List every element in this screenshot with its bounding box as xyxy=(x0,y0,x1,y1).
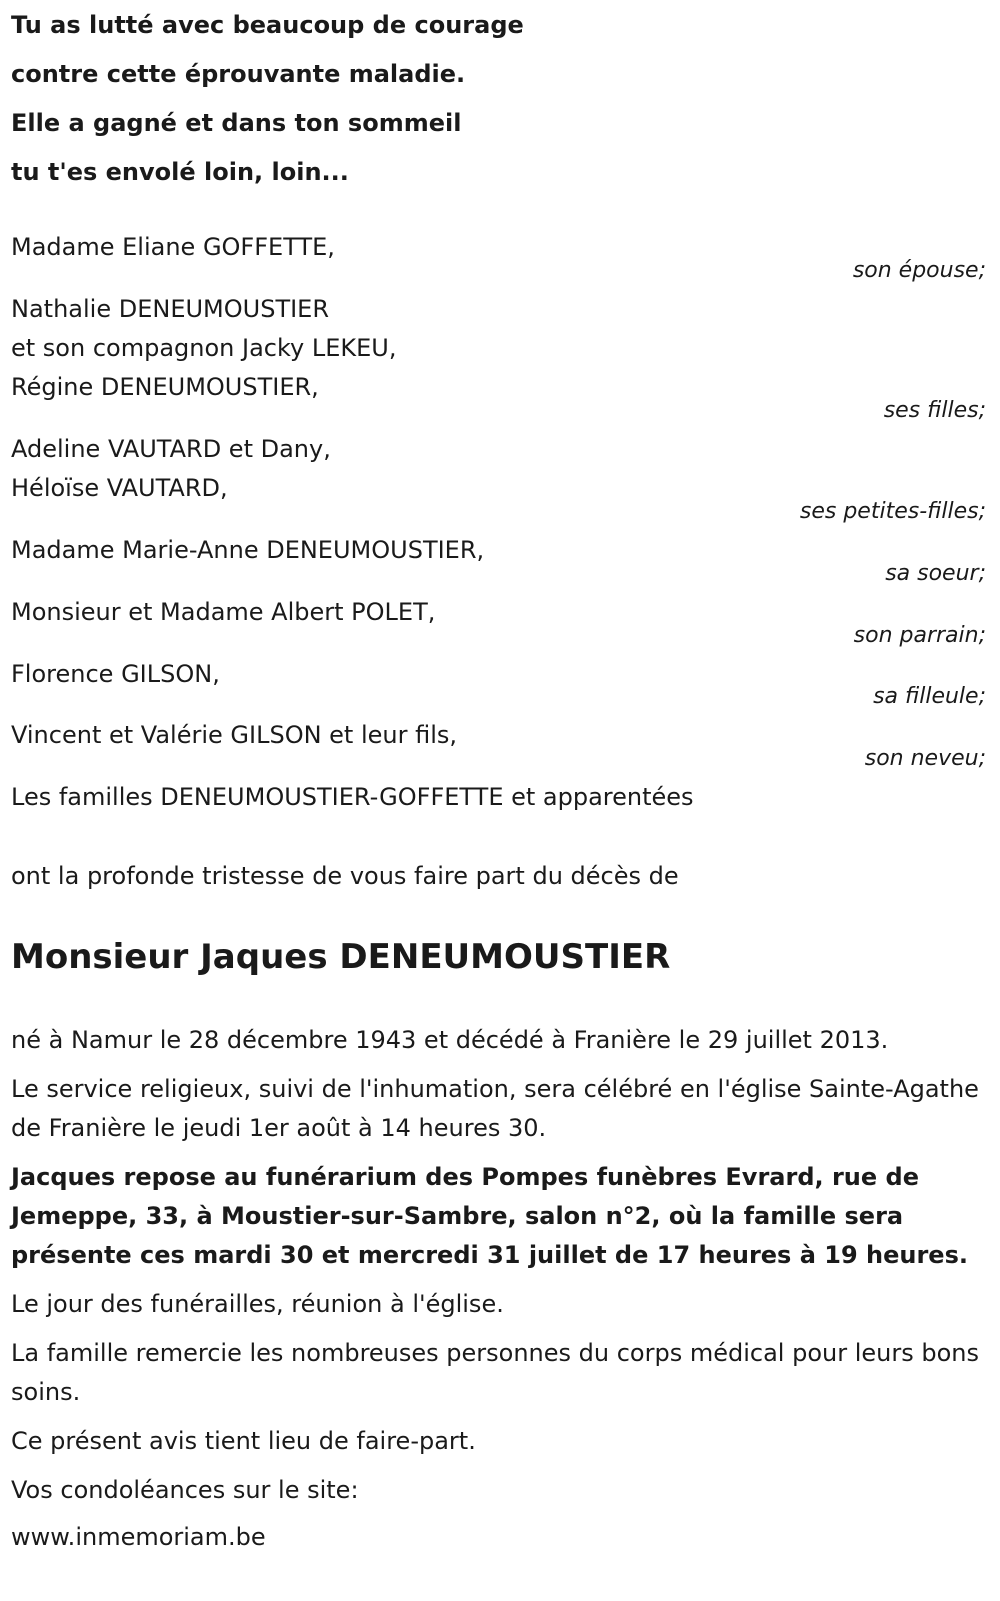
deceased-name: Monsieur Jaques DENEUMOUSTIER xyxy=(11,937,671,977)
family-name: Héloïse VAUTARD, xyxy=(11,474,228,502)
family-name: et son compagnon Jacky LEKEU, xyxy=(11,334,397,362)
announcement-text: ont la profonde tristesse de vous faire part du décès de xyxy=(11,862,679,890)
poem-line: tu t'es envolé loin, loin... xyxy=(11,158,349,186)
family-name: Régine DENEUMOUSTIER, xyxy=(11,373,319,401)
relation-label: ses filles; xyxy=(883,398,986,423)
notice-text: Ce présent avis tient lieu de faire-part. xyxy=(11,1427,476,1455)
thanks-text: La famille remercie les nombreuses personnes du corps médical pour leurs bons soins. xyxy=(11,1339,979,1406)
relation-label: sa soeur; xyxy=(885,561,986,586)
family-name: Vincent et Valérie GILSON et leur fils, xyxy=(11,721,458,749)
family-name: Florence GILSON, xyxy=(11,660,220,688)
relation-label: son épouse; xyxy=(852,258,986,283)
relation-label: ses petites-filles; xyxy=(799,499,986,524)
poem-line: Tu as lutté avec beaucoup de courage xyxy=(11,11,524,39)
website-link[interactable]: www.inmemoriam.be xyxy=(11,1523,266,1551)
family-name: Monsieur et Madame Albert POLET, xyxy=(11,598,436,626)
poem xyxy=(11,1,711,197)
birth-death-text: né à Namur le 28 décembre 1943 et décédé à Franière le 29 juillet 2013. xyxy=(11,1026,889,1054)
condolences-text: Vos condoléances sur le site: xyxy=(11,1476,359,1504)
service-text: Le service religieux, suivi de l'inhumation, sera célébré en l'église Sainte-Agathe de Franière le jeudi 1er août à 14 heures 30. xyxy=(11,1075,979,1142)
family-name: Les familles DENEUMOUSTIER-GOFFETTE et apparentées xyxy=(11,783,694,811)
relation-label: son neveu; xyxy=(864,746,986,771)
meeting-text: Le jour des funérailles, réunion à l'église. xyxy=(11,1290,504,1318)
poem-line: contre cette éprouvante maladie. xyxy=(11,60,466,88)
funerarium-text: Jacques repose au funérarium des Pompes funèbres Evrard, rue de Jemeppe, 33, à Moustier-sur-Sambre, salon n°2, où la famille sera présente ces mardi 30 et mercredi 31 juillet de 17 heures à 19 heures. xyxy=(11,1163,968,1269)
family-name: Madame Marie-Anne DENEUMOUSTIER, xyxy=(11,536,485,564)
family-name: Adeline VAUTARD et Dany, xyxy=(11,435,331,463)
relation-label: sa filleule; xyxy=(873,684,986,709)
poem-line: Elle a gagné et dans ton sommeil xyxy=(11,109,462,137)
family-name: Nathalie DENEUMOUSTIER xyxy=(11,295,330,323)
family-name: Madame Eliane GOFFETTE, xyxy=(11,233,335,261)
relation-label: son parrain; xyxy=(853,623,986,648)
